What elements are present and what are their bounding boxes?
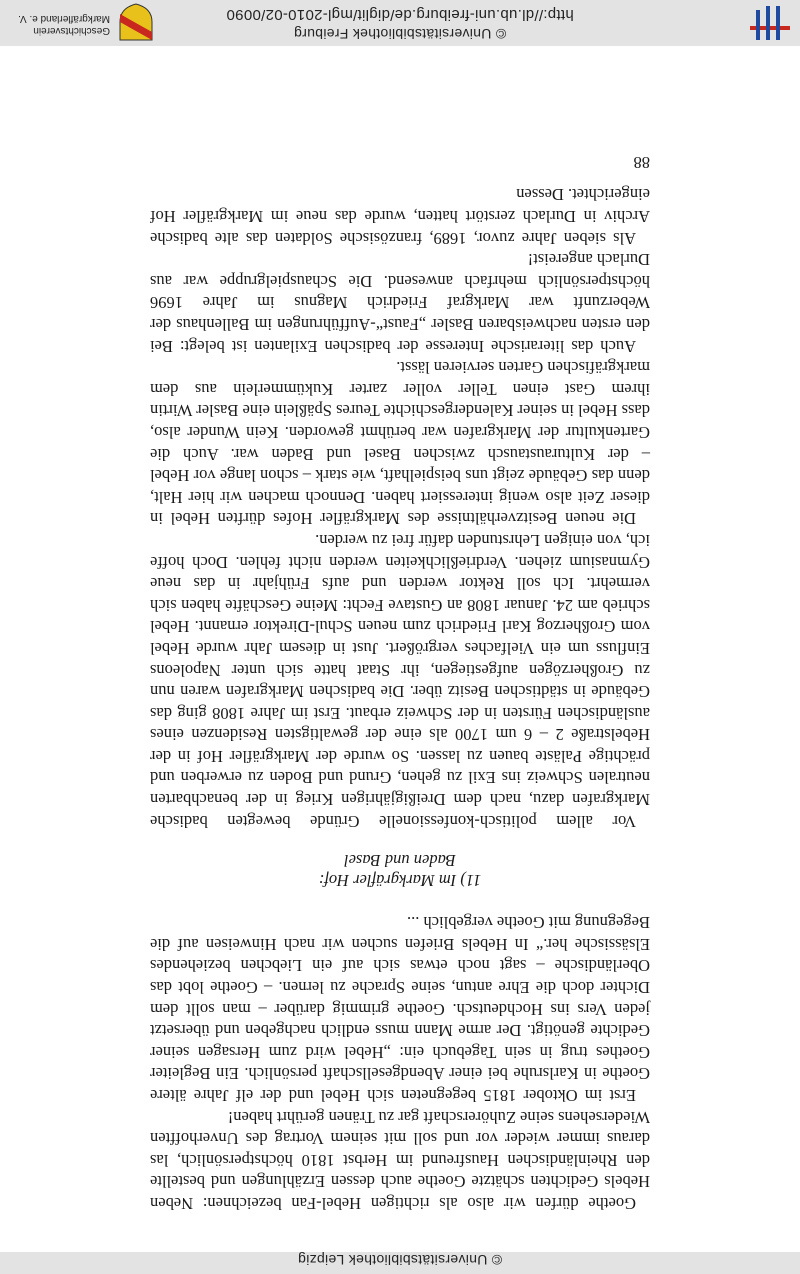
society-name-line-2: Markgräflerland e. V. (18, 13, 110, 24)
paragraph: Die neuen Besitzverhältnisse des Markgräfler Hofes dürften Hebel in dieser Zeit also wenig interessiert haben. Dennoch machen wir hier Halt, denn das Gebäude zeigt uns beispielhaft, wie stark – schon lange vor Hebel – der Kulturaustausch zwischen Basel und Baden war. Auch die Gartenkultur der Markgrafen war berühmt geworden. Kein Wunder also, dass Hebel in seiner Kalendergeschichte Teures Späßlein eine Basler Wirtin ihrem Gast einen Teller voller zarter Kukümmerlein aus dem markgräfischen Garten servieren lässt. (150, 358, 650, 529)
geschichtsverein-logo[interactable] (6, 2, 156, 44)
paragraph: Erst im Oktober 1815 begegneten sich Hebel und der elf Jahre ältere Goethe in Karlsruhe bei einer Abendgesellschaft persönlich. Ein Begleiter Goethes trug in sein Tagebuch ein: „Hebel wird zum Hersagen seiner Gedichte genötigt. Der arme Mann muss endlich nachgeben und übersetzt jeden Vers ins Hochdeutsch. Goethe grimmig darüber – man sollt dem Dichter doch die Ehre antun, seine Sprache zu lernen. – Goethe lobt das Oberländische – sagt noch etwas sich auf ein Liebchen beziehendes Elsässische her.“ In Hebels Briefen suchen wir nach Hinweisen auf die Begegnung mit Goethe vergeblich ... (150, 913, 650, 1106)
header-strip-text: © Universitätsbibliothek Leipzig (297, 1252, 503, 1268)
section-heading-line-1: 11) Im Markgräfler Hof: (318, 870, 482, 890)
page-number: 88 (633, 153, 650, 172)
paragraph: Auch das literarische Interesse der badischen Exilanten ist belegt: Bei den ersten nachweisbaren Basler „Faust“-Aufführungen im Ballenhaus der Weberzunft war Markgraf Friedrich Magnus im Jahre 1696 höchstpersönlich mehrfach anwesend. Die Schauspielgruppe war aus Durlach angereist! (150, 250, 650, 356)
footer-copyright: © Universitätsbibliothek Freiburg (293, 26, 507, 42)
document-body (150, 184, 650, 1214)
footer-bar (0, 0, 800, 46)
coat-of-arms-icon (116, 2, 156, 44)
section-heading-line-2: Baden und Basel (344, 850, 456, 870)
footer-url-link[interactable]: http://dl.ub.uni-freiburg.de/diglit/mgl-2010-02/0090 (226, 6, 574, 23)
paragraph: Als sieben Jahre zuvor, 1689, französische Soldaten das alte badische Archiv in Durlach zerstört hatten, wurde das neue im Markgräfler Hof eingerichtet. Dessen (150, 185, 650, 248)
society-name-line-1: Geschichtsverein (33, 25, 110, 36)
header-strip (0, 1252, 800, 1274)
paragraph: Vor allem politisch-konfessionelle Gründe bewegten badische Markgrafen dazu, nach dem Dreißigjährigen Krieg in der benachbarten neutralen Schweiz ins Exil zu gehen, Grund und Boden zu erwerben und prächtige Paläste bauen zu lassen. So wurde der Markgräfler Hof in der Hebelstraße 2 – 6 um 1700 als eine der gewaltigsten Residenzen eines ausländischen Fürsten in der Schweiz erbaut. Erst im Jahre 1808 ging das Gebäude in städtischen Besitz über. Die badischen Markgrafen waren nun zu Großherzögen aufgestiegen, ihr Staat hatte sich unter Napoleons Einfluss um ein Vielfaches vergrößert. Just in diesem Jahr wurde Hebel vom Großherzog Karl Friedrich zum neuen Schul-Direktor ernannt. Hebel schrieb am 24. Januar 1808 an Gustave Fecht: Meine Geschäfte haben sich vermehrt. Ich soll Rektor werden und aufs Frühjahr in das neue Gymnasium ziehen. Verdrießlichkeiten werden nicht fehlen. Doch hoffe ich, von einigen Lehrstunden dafür frei zu werden. (150, 530, 650, 831)
paragraph: Goethe dürfen wir also als richtigen Hebel-Fan bezeichnen: Neben Hebels Gedichten schätzte Goethe auch dessen Erzählungen und bestellte den Rheinländischen Hausfreund im Herbst 1810 höchstpersönlich, las daraus immer wieder vor und soll mit seinem Vortrag des Unverhofften Wiedersehens seine Zuhörerschaft gar zu Tränen gerührt haben! (150, 1107, 650, 1213)
section-heading (150, 850, 650, 890)
